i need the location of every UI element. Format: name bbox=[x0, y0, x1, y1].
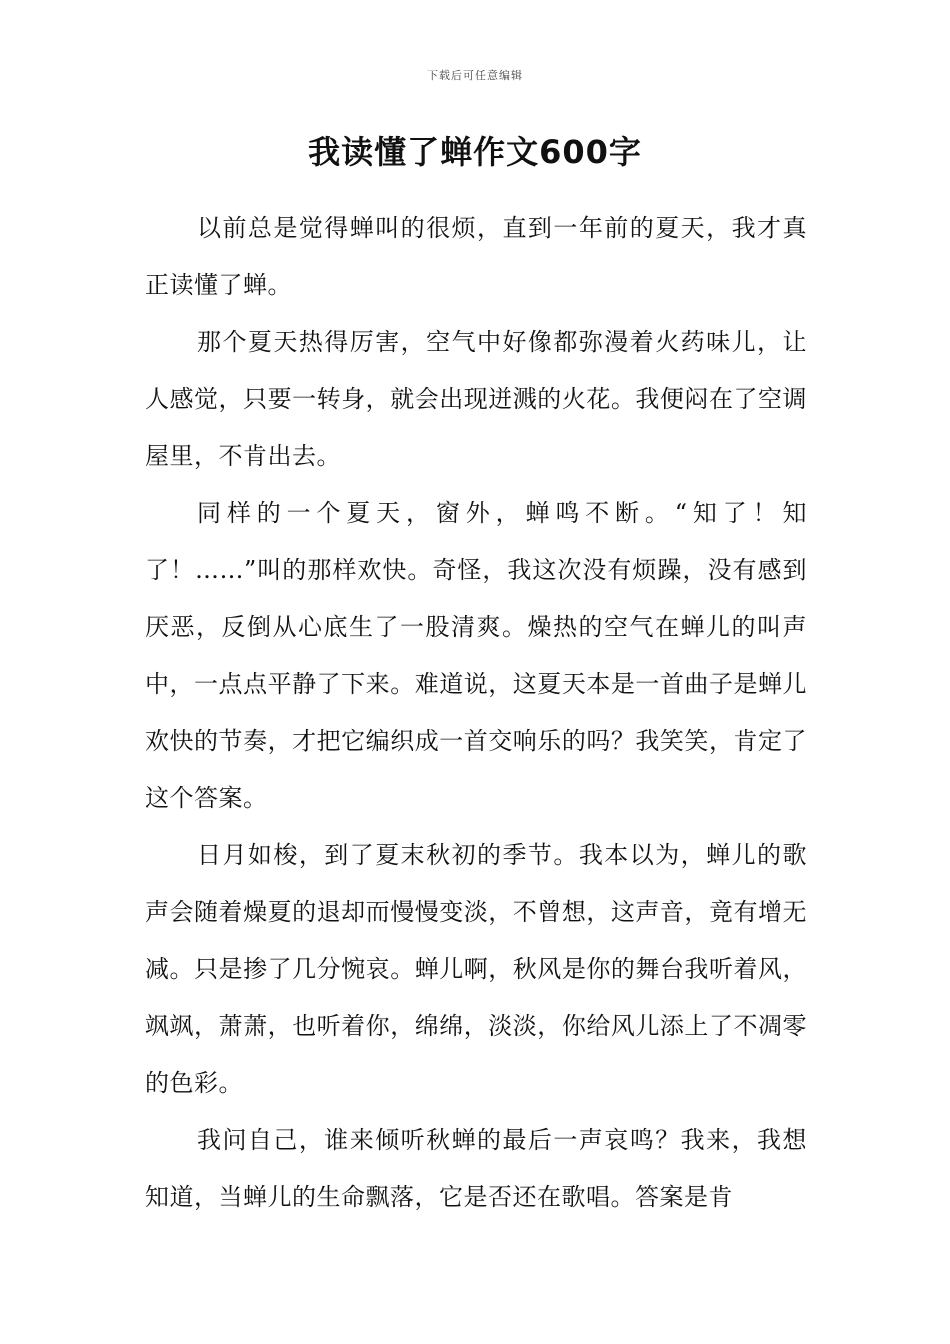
paragraph-3: 同样的一个夏天，窗外，蝉鸣不断。“知了！知了！……”叫的那样欢快。奇怪，我这次没有烦躁，没有感到厌恶，反倒从心底生了一股清爽。燥热的空气在蝉儿的叫声中，一点点平静了下来。难道说，这夏天本是一首曲子是蝉儿欢快的节奏，才把它编织成一首交响乐的吗？我笑笑，肯定了这个答案。 bbox=[145, 499, 807, 812]
paragraph-4: 日月如梭，到了夏末秋初的季节。我本以为，蝉儿的歌声会随着燥夏的退却而慢慢变淡，不曾想，这声音，竟有增无减。只是掺了几分惋哀。蝉儿啊，秋风是你的舞台我听着风，飒飒，萧萧，也听着你，绵绵，淡淡，你给风儿添上了不凋零的色彩。 bbox=[145, 841, 807, 1097]
essay-body bbox=[145, 200, 807, 1226]
essay-title: 我读懂了蝉作文600字 bbox=[308, 133, 642, 171]
paragraph-2: 那个夏天热得厉害，空气中好像都弥漫着火药味儿，让人感觉，只要一转身，就会出现迸溅的火花。我便闷在了空调屋里，不肯出去。 bbox=[145, 328, 807, 470]
paragraph-5: 我问自己，谁来倾听秋蝉的最后一声哀鸣？我来，我想知道，当蝉儿的生命飘落，它是否还在歌唱。答案是肯 bbox=[145, 1126, 807, 1211]
header-note: 下载后可任意编辑 bbox=[427, 69, 523, 82]
paragraph-1: 以前总是觉得蝉叫的很烦，直到一年前的夏天，我才真正读懂了蝉。 bbox=[145, 214, 807, 299]
